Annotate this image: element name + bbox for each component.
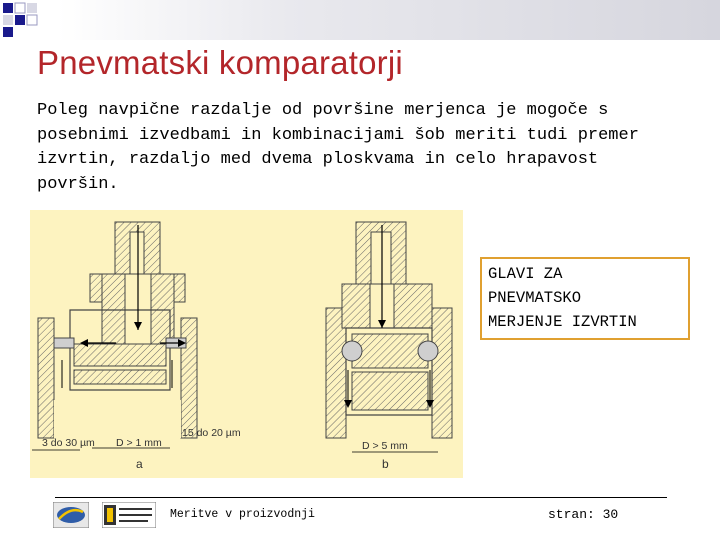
- panel-a-drawing: [32, 222, 197, 450]
- institution-logo: [53, 502, 89, 528]
- callout-line-3: MERJENJE IZVRTIN: [488, 313, 637, 331]
- callout-box: [480, 257, 690, 340]
- panel-a-dim-d: D > 1 mm: [116, 437, 162, 449]
- top-gradient-bar: [0, 0, 720, 40]
- callout-line-2: PNEVMATSKO: [488, 289, 582, 307]
- panel-b-drawing: [326, 222, 452, 452]
- laboratory-logo: [102, 502, 156, 528]
- panel-a-dim-right: 15 do 20 µm: [182, 427, 241, 439]
- footer-page-number: stran: 30: [548, 507, 619, 522]
- pneumatic-heads-figure: [30, 210, 463, 478]
- slide-body-text: Poleg navpične razdalje od površine merjenca je mogoče s posebnimi izvedbami in kombinacijami šob meriti tudi premer izvrtin, razdaljo med dvema ploskvama in celo hrapavost površin.: [37, 101, 639, 194]
- footer-divider: [55, 497, 667, 498]
- footer-course-title: Meritve v proizvodnji: [170, 508, 315, 521]
- callout-line-1: GLAVI ZA: [488, 265, 563, 283]
- panel-b-dim-d: D > 5 mm: [362, 440, 408, 452]
- panel-a-label: a: [136, 457, 143, 471]
- figure-drawing: [30, 210, 463, 478]
- panel-b-label: b: [382, 457, 389, 471]
- slide-title: Pnevmatski komparatorji: [37, 44, 403, 81]
- corner-decoration: [0, 0, 60, 50]
- panel-a-dim-left: 3 do 30 µm: [42, 437, 95, 449]
